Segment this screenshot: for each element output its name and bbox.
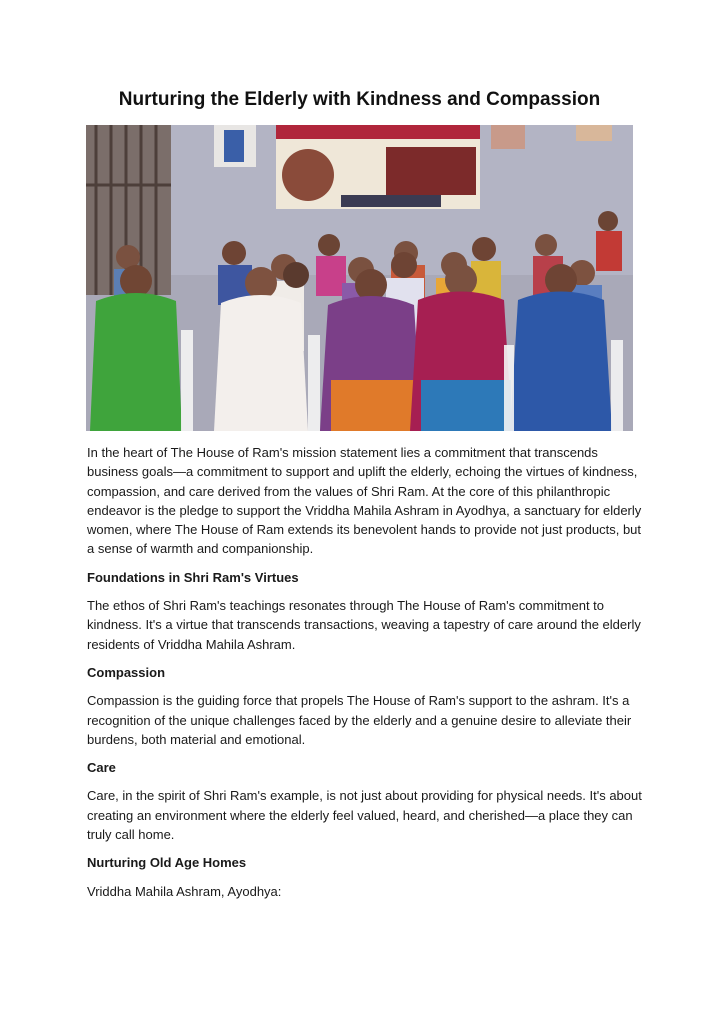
group-photo xyxy=(86,125,633,431)
section-heading-foundations: Foundations in Shri Ram's Virtues xyxy=(87,569,299,585)
section-heading-care: Care xyxy=(87,760,116,776)
ashram-location-paragraph: Vriddha Mahila Ashram, Ayodhya: xyxy=(87,883,282,899)
foundations-paragraph: The ethos of Shri Ram's teachings resonates through The House of Ram's commitment to kindness. It's a virtue that transcends transactions, weaving a tapestry of care around the elderly residents of Vriddha Mahila Ashram. xyxy=(87,598,641,652)
care-paragraph: Care, in the spirit of Shri Ram's example, is not just about providing for physical needs. It's about creating an environment where the elderly feel valued, heard, and cherished—a place they can truly call home. xyxy=(87,788,642,843)
section-heading-compassion: Compassion xyxy=(87,664,166,680)
section-heading-old-age-homes: Nurturing Old Age Homes xyxy=(87,855,247,871)
compassion-paragraph: Compassion is the guiding force that propels The House of Ram's support to the ashram. It's a recognition of the unique challenges faced by the elderly and a genuine desire to alleviate their burdens, both material and emotional. xyxy=(87,693,632,747)
page-title: Nurturing the Elderly with Kindness and Compassion xyxy=(118,89,601,110)
intro-paragraph: In the heart of The House of Ram's mission statement lies a commitment that transcends business goals—a commitment to support and uplift the elderly, echoing the virtues of kindness, compassion, and care derived from the values of Shri Ram. At the core of this philanthropic endeavor is the pledge to support the Vriddha Mahila Ashram in Ayodhya, a sanctuary for elderly women, where The House of Ram extends its benevolent hands to provide not just products, but a sense of warmth and companionship. xyxy=(87,445,642,557)
group-photo-illustration xyxy=(86,125,633,431)
body-text xyxy=(87,443,642,901)
